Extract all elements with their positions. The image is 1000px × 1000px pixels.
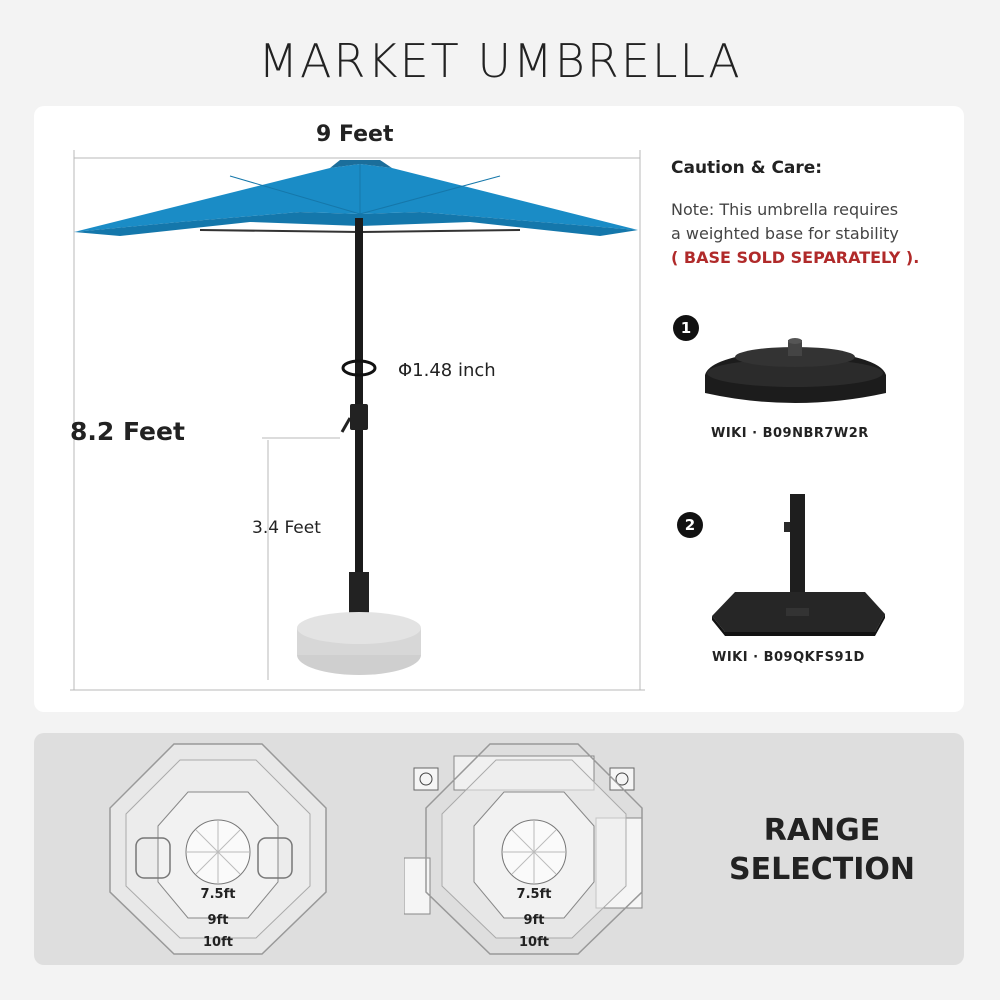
crank-housing [350,404,368,430]
caution-note [671,198,951,270]
note-line-2: a weighted base for stability [671,224,899,243]
ring-label-10ft-b: 10ft [519,935,549,950]
ring-label-7-5ft-b: 7.5ft [516,887,552,902]
page-title: MARKET UMBRELLA [258,34,742,88]
range-line-2: SELECTION [729,852,915,887]
note-warning: ( BASE SOLD SEPARATELY ). [671,248,920,267]
base-2-number-badge: 2 [677,512,703,538]
ring-label-10ft-a: 10ft [203,935,233,950]
ring-label-9ft-b: 9ft [523,913,545,928]
ring-label-7-5ft-a: 7.5ft [200,887,236,902]
height-label: 8.2 Feet [70,417,185,446]
base-1-number-badge: 1 [673,315,699,341]
caution-heading: Caution & Care: [671,158,823,178]
steel-base-image [710,492,890,642]
base-2-label: WIKI · B09QKFS91D [712,650,865,665]
note-line-1: Note: This umbrella requires [671,200,899,219]
range-line-1: RANGE [763,813,881,848]
pole-diameter-label: Φ1.48 inch [398,360,496,381]
width-label: 9 Feet [316,122,394,147]
resin-base-image [700,335,890,415]
base-1-label: WIKI · B09NBR7W2R [711,426,869,441]
ring-label-9ft-a: 9ft [207,913,229,928]
crank-height-label: 3.4 Feet [252,518,321,538]
range-selection-heading [712,811,932,889]
